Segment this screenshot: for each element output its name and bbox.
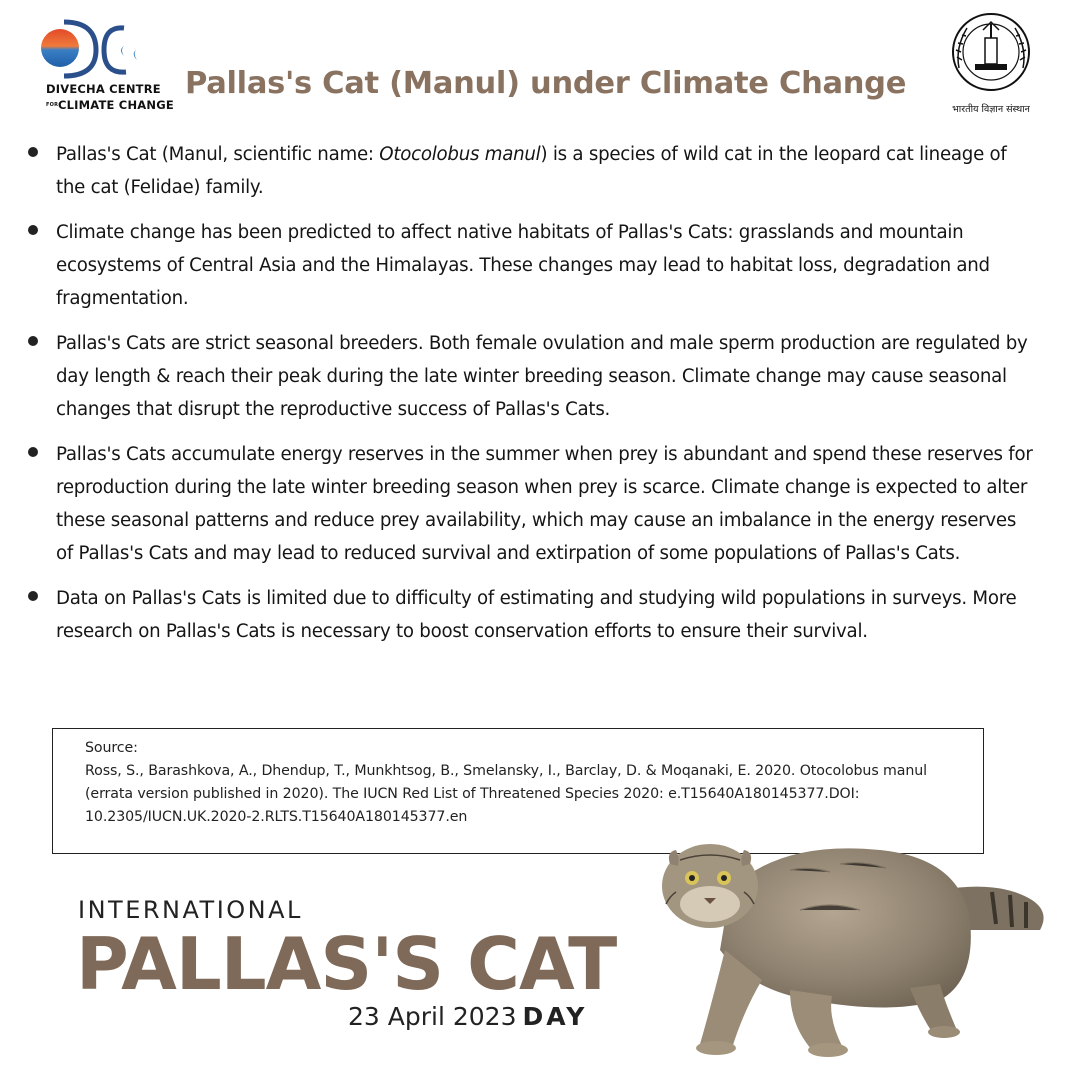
point-text: Data on Pallas's Cats is limited due to difficulty of estimating and studying wild populations in surveys. More research on Pallas's Cats is necessary to boost conservation efforts to ensure their survival.	[56, 588, 1017, 642]
logo-line2-small: FOR	[46, 102, 59, 108]
divecha-logo	[30, 14, 174, 114]
point-text-before: Pallas's Cat (Manul, scientific name:	[56, 144, 380, 165]
iisc-caption: भारतीय विज्ञान संस्थान	[952, 104, 1030, 115]
iisc-logo	[935, 8, 1047, 116]
bullet-point	[28, 216, 1038, 315]
bullet-dot-icon	[28, 591, 38, 601]
footer-headline: PALLAS'S CAT	[76, 922, 617, 1006]
point-text-after: ) is a species of wild cat in the leopard cat lineage of the cat (Felidae) family.	[56, 144, 1007, 198]
iisc-seal-icon	[935, 8, 1047, 102]
scientific-name: Otocolobus manul	[379, 144, 541, 165]
bullet-list	[28, 138, 1038, 660]
page-title: Pallas's Cat (Manul) under Climate Change	[185, 66, 907, 101]
bullet-point	[28, 327, 1038, 426]
footer-date: 23 April 2023	[348, 1002, 517, 1031]
bullet-point	[28, 582, 1038, 648]
bullet-point	[28, 438, 1038, 570]
point-text: Pallas's Cats accumulate energy reserves in the summer when prey is abundant and spend these reserves for reproduction during the late winter breeding season when prey is scarce. Climate change is expected to alter these seasonal patterns and reduce prey availability, which may cause an imbalance in the energy reserves of Pallas's Cats and may lead to reduced survival and extirpation of some populations of Pallas's Cats.	[56, 444, 1033, 564]
bullet-dot-icon	[28, 447, 38, 457]
logo-line1: DIVECHA CENTRE	[46, 82, 161, 96]
bullet-point	[28, 138, 1038, 204]
logo-line2-main: CLIMATE CHANGE	[58, 98, 174, 112]
footer-day: DAY	[522, 1002, 588, 1031]
logo-line2	[46, 98, 174, 112]
source-label: Source:	[85, 740, 138, 756]
footer-kicker: INTERNATIONAL	[78, 896, 303, 924]
point-text: Pallas's Cats are strict seasonal breeders. Both female ovulation and male sperm production are regulated by day length & reach their peak during the late winter breeding season. Climate change may cause seasonal changes that disrupt the reproductive success of Pallas's Cats.	[56, 333, 1028, 420]
footer-dateline	[348, 1002, 587, 1031]
pallas-cat-photo	[640, 800, 1060, 1070]
bullet-dot-icon	[28, 147, 38, 157]
divecha-logo-icon	[34, 16, 146, 80]
source-citation: Ross, S., Barashkova, A., Dhendup, T., Munkhtsog, B., Smelansky, I., Barclay, D. & Moqanaki, E. 2020. Otocolobus manul (errata version published in 2020). The IUCN Red List of Threatened Species 2020: e.T15640A180145377.DOI: 10.2305/IUCN.UK.2020-2.RLTS.T15640A180145377.en	[85, 763, 927, 825]
point-text: Climate change has been predicted to affect native habitats of Pallas's Cats: grasslands and mountain ecosystems of Central Asia and the Himalayas. These changes may lead to habitat loss, degradation and fragmentation.	[56, 222, 990, 309]
bullet-dot-icon	[28, 336, 38, 346]
bullet-dot-icon	[28, 225, 38, 235]
